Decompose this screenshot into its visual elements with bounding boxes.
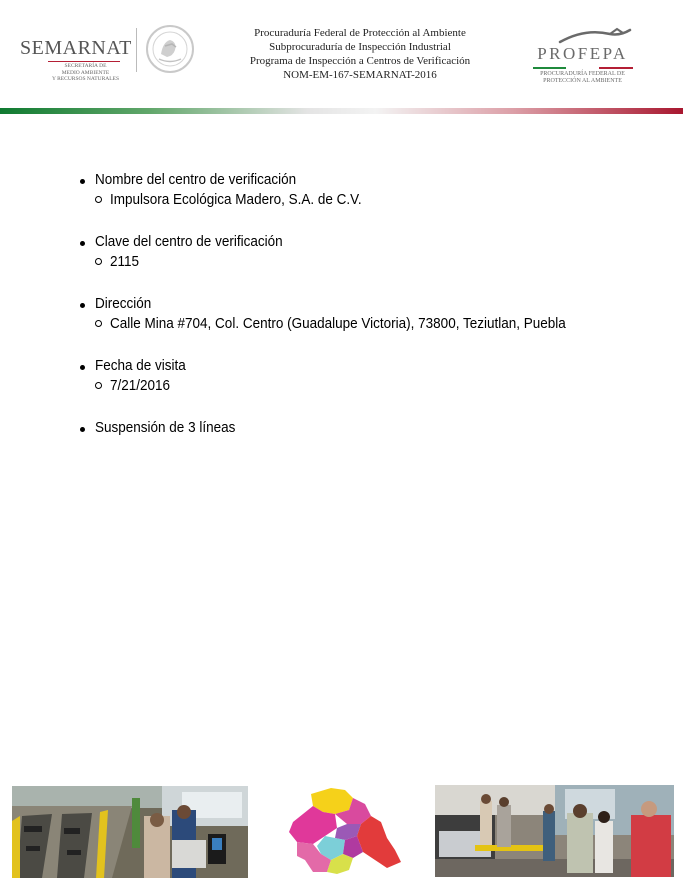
circle-bullet-icon	[95, 196, 102, 203]
item-label: Dirección	[95, 295, 152, 312]
header-title-line: Programa de Inspección a Centros de Verificación	[249, 55, 471, 67]
national-seal-icon	[145, 24, 195, 74]
item-label: Suspensión de 3 líneas	[95, 419, 236, 436]
item-value: Calle Mina #704, Col. Centro (Guadalupe Victoria), 73800, Teziutlan, Puebla	[110, 315, 566, 332]
profepa-logo-rule	[533, 67, 633, 69]
circle-bullet-icon	[95, 320, 102, 327]
semarnat-logo	[20, 30, 130, 90]
item-value: 2115	[110, 253, 140, 270]
item-value: Impulsora Ecológica Madero, S.A. de C.V.	[110, 191, 362, 208]
profepa-logo-subtitle: PROCURADURÍA FEDERAL DE PROTECCIÓN AL AMBIENTE	[540, 71, 625, 84]
item-label: Fecha de visita	[95, 357, 186, 374]
header-color-bar	[0, 108, 683, 114]
header-title-line: NOM-EM-167-SEMARNAT-2016	[283, 69, 437, 81]
semarnat-logo-text: SEMARNAT	[20, 37, 132, 59]
bullet-icon	[80, 179, 85, 184]
bullet-icon	[80, 365, 85, 370]
item-label: Nombre del centro de verificación	[95, 171, 297, 188]
circle-bullet-icon	[95, 258, 102, 265]
list-item	[78, 356, 608, 396]
item-label: Clave del centro de verificación	[95, 233, 283, 250]
sub-item	[95, 376, 608, 396]
semarnat-logo-subtitle: SECRETARÍA DE MEDIO AMBIENTE Y RECURSOS NATURALES	[51, 63, 120, 82]
header-title	[200, 26, 520, 82]
bullet-icon	[80, 241, 85, 246]
info-list	[78, 170, 608, 460]
profepa-logo-text: PROFEPA	[537, 44, 628, 63]
sub-item	[95, 190, 608, 210]
list-item	[78, 294, 608, 334]
list-item	[78, 418, 608, 438]
sub-item	[95, 314, 608, 334]
item-value: 7/21/2016	[110, 377, 171, 394]
region-map	[283, 784, 407, 880]
profepa-logo	[525, 26, 640, 86]
list-item	[78, 170, 608, 210]
inspection-team-photo	[435, 785, 674, 877]
sub-item	[95, 252, 608, 272]
page-header	[0, 0, 683, 118]
header-title-line: Subprocuraduría de Inspección Industrial	[269, 41, 451, 53]
header-title-line: Procuraduría Federal de Protección al Ambiente	[254, 27, 466, 39]
logo-divider	[136, 28, 137, 72]
bullet-icon	[80, 303, 85, 308]
semarnat-logo-rule	[48, 61, 120, 62]
verification-lanes-photo	[12, 786, 248, 878]
list-item	[78, 232, 608, 272]
bullet-icon	[80, 427, 85, 432]
profepa-mark-icon	[555, 26, 635, 46]
circle-bullet-icon	[95, 382, 102, 389]
